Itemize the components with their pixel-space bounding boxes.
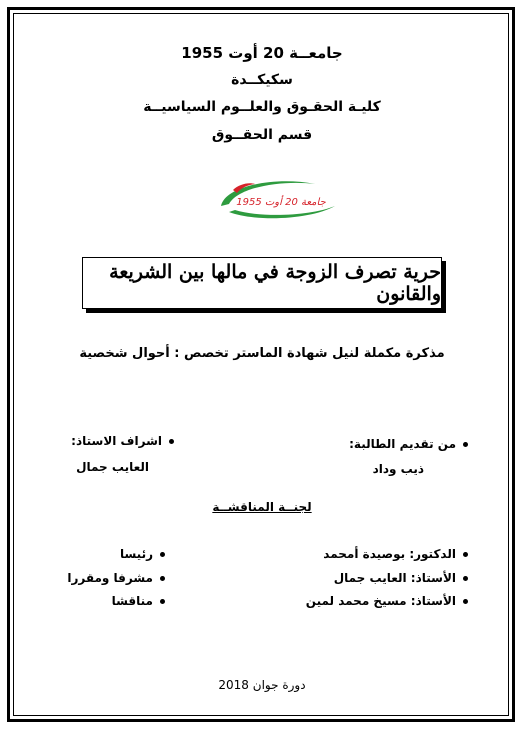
city-name: سكيكــدة (231, 72, 293, 88)
bullet-icon (463, 552, 468, 557)
member-role: مشرفا ومقررا (67, 571, 153, 585)
member-name: الأستاذ: العايب جمال (333, 571, 456, 585)
bullet-icon (463, 599, 468, 604)
committee-role-1 (120, 547, 165, 561)
session-date: دورة جوان 2018 (218, 678, 306, 692)
member-name: الأستاذ: مسيخ محمد لمين (305, 594, 456, 608)
supervisor-label-row (71, 434, 174, 448)
committee-member-2 (334, 571, 468, 585)
bullet-icon (160, 599, 165, 604)
committee-role-3 (112, 594, 165, 608)
student-label-row (349, 437, 468, 451)
logo-text: جامعة 20 أوت 1955 (236, 197, 326, 208)
university-name: جامعــة 20 أوت 1955 (181, 44, 343, 62)
student-name: ذيب وداد (372, 462, 424, 476)
committee-role-2 (67, 571, 165, 585)
department-name: قسم الحقــوق (211, 127, 313, 143)
bullet-icon (463, 442, 468, 447)
bullet-icon (463, 576, 468, 581)
thesis-title-box (82, 257, 442, 309)
supervisor-name: العايب جمال (76, 460, 149, 474)
thesis-subtitle: مذكرة مكملة لنيل شهادة الماستر تخصص : أحوال شخصية (79, 346, 445, 361)
page-border-inner (13, 13, 509, 716)
student-label: من تقديم الطالبة: (349, 437, 456, 451)
thesis-title: حرية تصرف الزوجة في مالها بين الشريعة والقانون (109, 261, 441, 305)
bullet-icon (160, 576, 165, 581)
member-role: رئيسا (119, 547, 153, 561)
bullet-icon (160, 552, 165, 557)
member-name: الدكتور: بوصيدة أمحمد (323, 547, 456, 561)
member-role: مناقشا (111, 594, 153, 608)
bullet-icon (169, 439, 174, 444)
university-logo (215, 176, 340, 222)
supervisor-label: اشراف الاستاذ: (71, 434, 162, 448)
faculty-name: كليـة الحقـوق والعلــوم السياسيــة (143, 99, 381, 115)
committee-member-3 (306, 594, 468, 608)
committee-heading (0, 500, 524, 514)
committee-heading-text: لجنــة المناقشــة (212, 500, 312, 514)
committee-member-1 (323, 547, 468, 561)
